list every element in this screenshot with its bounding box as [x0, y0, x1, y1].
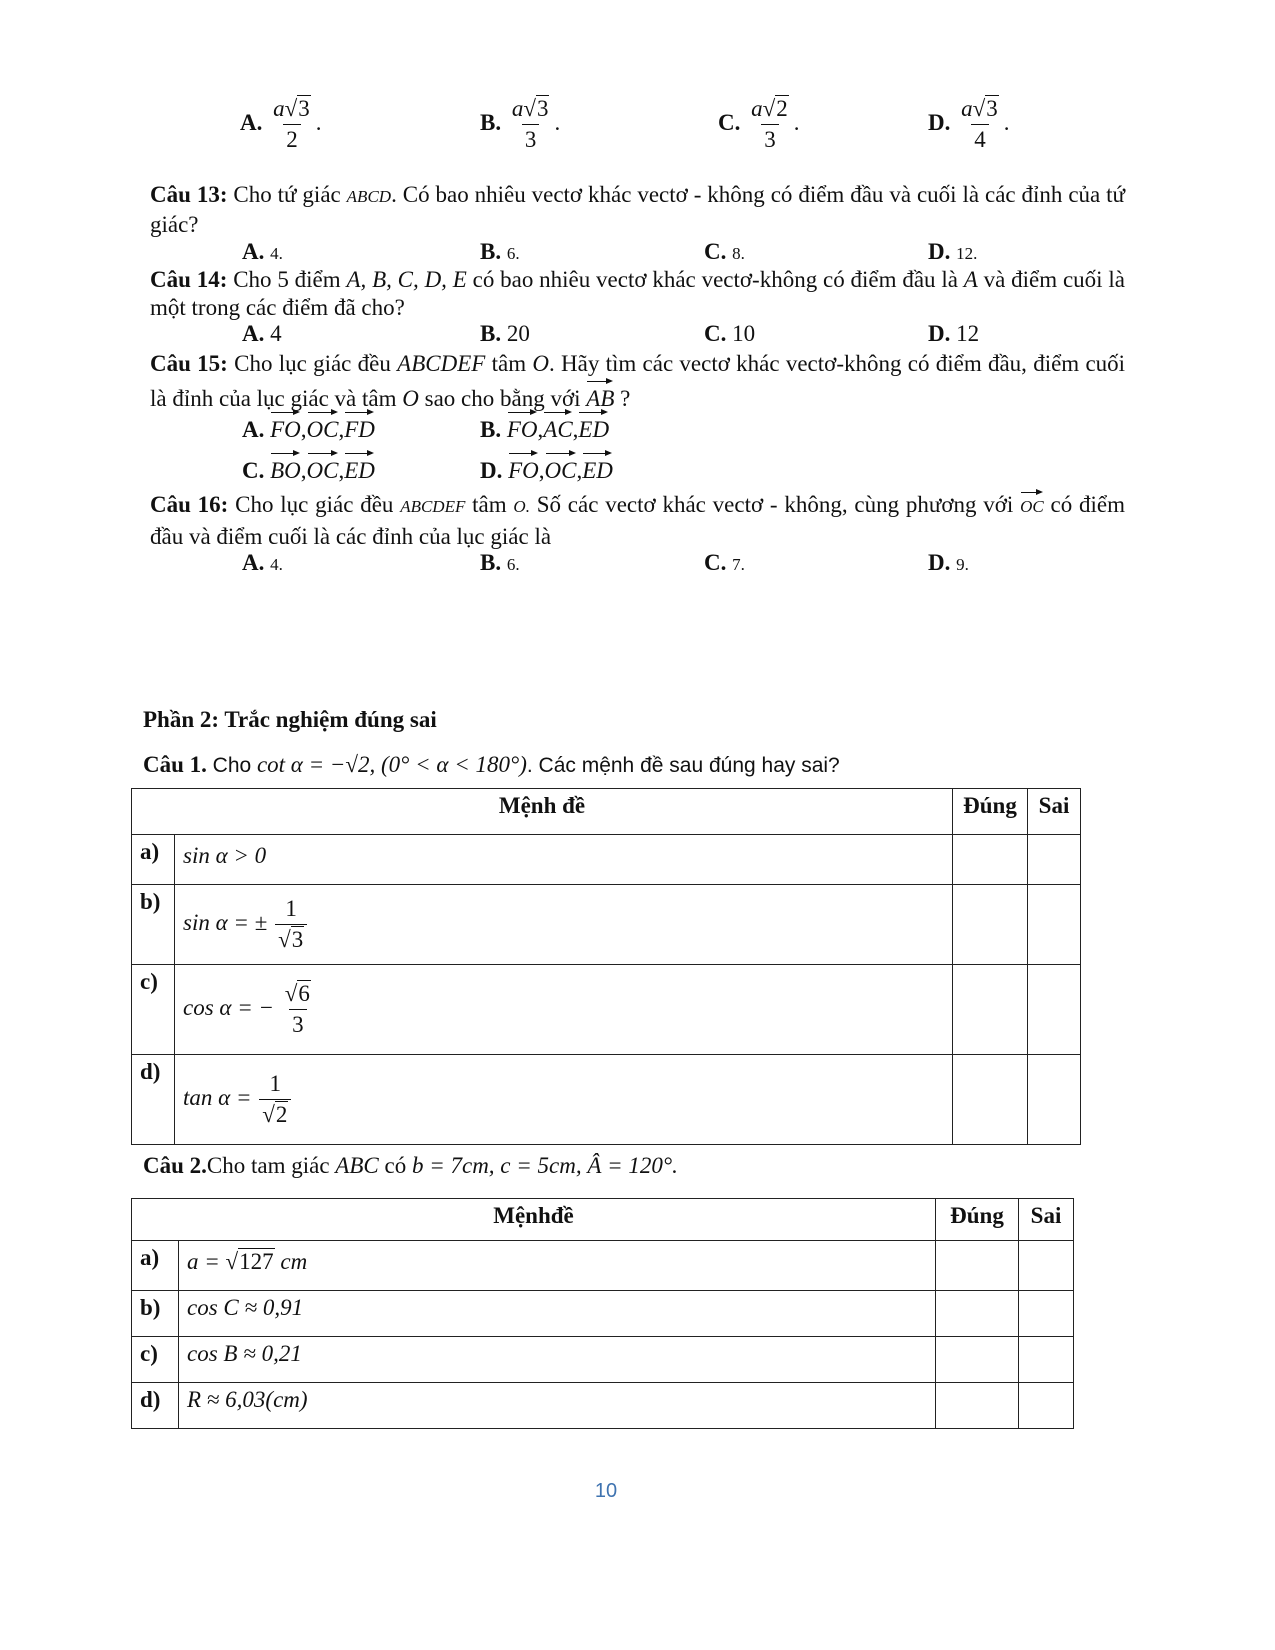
false-cell[interactable] [1028, 1055, 1081, 1145]
table-row: c) cos B ≈ 0,21 [132, 1337, 1074, 1383]
cau1-statement: Câu 1. Cho cot α = −√2, (0° < α < 180°). Các mệnh đề sau đúng hay sai? [143, 752, 840, 777]
q15-option-b: B. FO,AC,ED [480, 410, 609, 443]
q12-option-b: B. $\frac{a√3}{3}$ . [480, 96, 561, 152]
fraction: $\frac{a√3}{3}$ [511, 96, 549, 152]
option-label: A. [240, 109, 263, 135]
true-cell[interactable] [953, 965, 1028, 1055]
header-true: Đúng [953, 789, 1028, 835]
false-cell[interactable] [1028, 835, 1081, 885]
fraction: $\frac{1}{√3}$ [275, 896, 307, 953]
cau1-formula: cot α = −√2, (0° < α < 180°) [256, 752, 527, 777]
table-row: a) a = √127 cm [132, 1241, 1074, 1291]
q13-option-a: A. 4. [242, 239, 283, 264]
page-number: 10 [594, 1480, 618, 1502]
fraction: $\frac{a√3}{4}$ [961, 96, 998, 152]
q14-option-a: A. 4 [242, 321, 282, 346]
true-cell[interactable] [936, 1241, 1019, 1291]
true-cell[interactable] [936, 1337, 1019, 1383]
false-cell[interactable] [1028, 965, 1081, 1055]
q16-option-a: A. 4. [242, 550, 283, 575]
q12-option-d: D. $\frac{a√3}{4}$ . [928, 96, 1010, 152]
table-row: b) cos C ≈ 0,91 [132, 1291, 1074, 1337]
fraction: $\frac{√6}{3}$ [284, 981, 310, 1037]
q16-option-b: B. 6. [480, 550, 520, 575]
false-cell[interactable] [1019, 1241, 1074, 1291]
question-label: Câu 14: [150, 267, 228, 292]
false-cell[interactable] [1019, 1337, 1074, 1383]
vector-ab: AB [586, 379, 614, 410]
false-cell[interactable] [1028, 885, 1081, 965]
table-row: c) cos α = − $\frac{√6}{3}$ [132, 965, 1081, 1055]
table-row: b) sin α = ± $\frac{1}{√3}$ [132, 885, 1081, 965]
vector-oc: OC [1020, 490, 1044, 515]
header-statement: Mệnhđề [132, 1199, 936, 1241]
part2-title: Phần 2: Trắc nghiệm đúng sai [143, 707, 437, 732]
cau1-table [131, 788, 1081, 1145]
question-label: Câu 15: [150, 351, 228, 376]
q16-option-d: D. 9. [928, 550, 969, 575]
question-15: Câu 15: Cho lục giác đều ABCDEF tâm O. Hãy tìm các vectơ khác vectơ-không có điểm đầu, điểm cuối là đỉnh của lục giác và tâm O sao cho bằng với AB ? [150, 351, 1126, 411]
true-cell[interactable] [936, 1383, 1019, 1429]
header-false: Sai [1028, 789, 1081, 835]
q14-option-d: D. 12 [928, 321, 980, 346]
cau2-given: b = 7cm, c = 5cm, Â = 120°. [411, 1153, 678, 1178]
q14-option-b: B. 20 [480, 321, 530, 346]
header-true: Đúng [936, 1199, 1019, 1241]
table-row: d) tan α = $\frac{1}{√2}$ [132, 1055, 1081, 1145]
question-16: Câu 16: Cho lục giác đều ABCDEF tâm O. Số các vectơ khác vectơ - không, cùng phương với OC có điểm đầu và điểm cuối là các đỉnh của lục giác là [150, 492, 1125, 549]
table-row: d) R ≈ 6,03(cm) [132, 1383, 1074, 1429]
option-label: C. [718, 109, 741, 135]
question-label: Câu 13: [150, 182, 228, 207]
q15-option-a: A. FO,OC,FD [242, 410, 375, 443]
cau2-table [131, 1198, 1074, 1429]
question-label: Câu 16: [150, 492, 229, 517]
q13-option-d: D. 12. [928, 239, 978, 264]
false-cell[interactable] [1019, 1383, 1074, 1429]
q13-option-b: B. 6. [480, 239, 520, 264]
option-label: D. [928, 109, 951, 135]
header-statement: Mệnh đề [132, 789, 953, 835]
header-false: Sai [1019, 1199, 1074, 1241]
true-cell[interactable] [953, 835, 1028, 885]
q12-option-a: A. $\frac{a√3}{2}$ . [240, 96, 322, 152]
true-cell[interactable] [953, 1055, 1028, 1145]
true-cell[interactable] [953, 885, 1028, 965]
fraction: $\frac{a√3}{2}$ [273, 96, 310, 152]
q16-option-c: C. 7. [704, 550, 745, 575]
cau2-statement: Câu 2.Cho tam giác ABC có b = 7cm, c = 5cm, Â = 120°. [143, 1153, 678, 1178]
q13-option-c: C. 8. [704, 239, 745, 264]
q15-option-d: D. FO,OC,ED [480, 451, 613, 484]
q15-option-c: C. BO,OC,ED [242, 451, 375, 484]
q14-option-c: C. 10 [704, 321, 756, 346]
option-label: B. [480, 109, 502, 135]
question-14: Câu 14: Cho 5 điểm A, B, C, D, E có bao nhiêu vectơ khác vectơ-không có điểm đầu là A và điểm cuối là một trong các điểm đã cho? [150, 267, 1125, 320]
fraction: $\frac{1}{√2}$ [259, 1071, 291, 1128]
true-cell[interactable] [936, 1291, 1019, 1337]
question-13: Câu 13: Cho tứ giác ABCD. Có bao nhiêu vectơ khác vectơ - không có điểm đầu và cuối là các đỉnh của tứ giác? [150, 182, 1126, 237]
table-row: a) sin α > 0 [132, 835, 1081, 885]
q12-option-c: C. $\frac{a√2}{3}$ . [718, 96, 800, 152]
fraction: $\frac{a√2}{3}$ [751, 96, 788, 152]
false-cell[interactable] [1019, 1291, 1074, 1337]
